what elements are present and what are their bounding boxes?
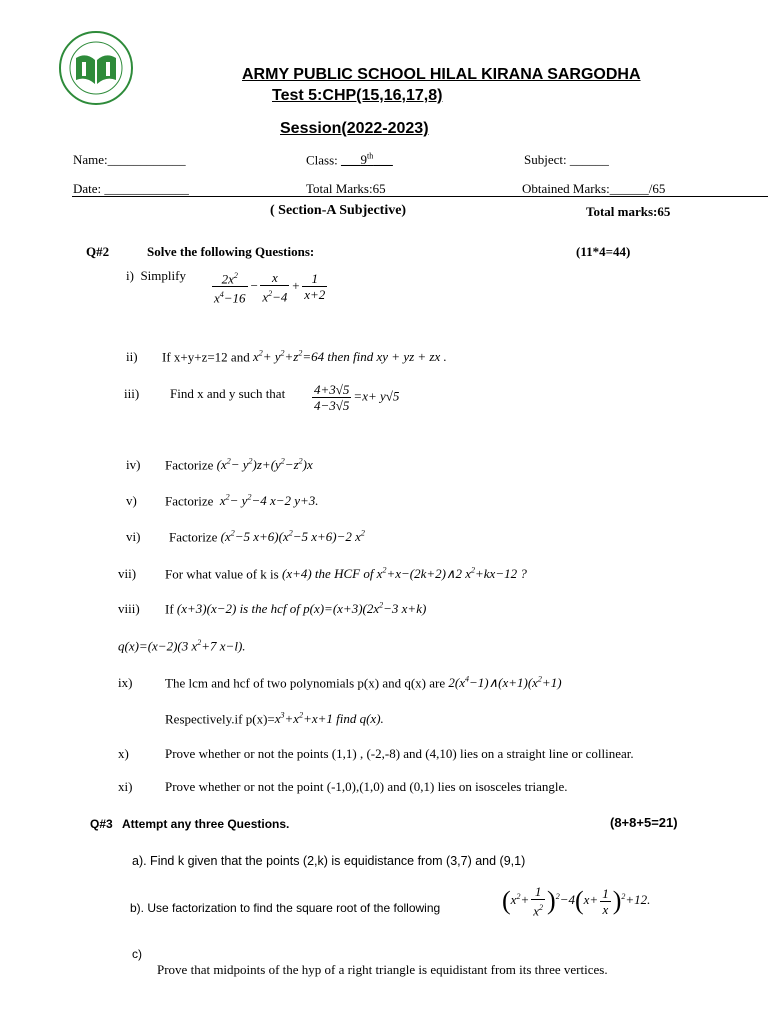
q2-item-5-num: v) (126, 493, 137, 508)
q2-item-4: Factorize $(x^2- y^2)z+(y^2-z^2)x$ (165, 457, 313, 473)
q2-item-7: For what value of k is (x+4) the HCF of $x^2+x-(2k+2)\wedge 2$ $x^2+kx-12$ ? (165, 566, 527, 582)
q3-label: Q#3 (90, 817, 113, 831)
q2-item-4-num: iv) (126, 457, 141, 472)
q3-item-b: b). Use factorization to find the square root of the following (130, 901, 441, 915)
section-marks: Total marks:65 (586, 204, 671, 219)
q2-item-5: Factorize $x^2- y^2-4$ x−2 y+3. (165, 493, 319, 509)
q3-marks: (8+8+5=21) (610, 815, 678, 830)
q2-item-10-num: x) (118, 746, 129, 761)
test-title: Test 5:CHP(15,16,17,8) (272, 87, 443, 104)
q3-item-c: Prove that midpoints of the hyp of a right triangle is equidistant from its three vertices. (157, 962, 608, 977)
obtained-marks: Obtained Marks:______/65 (522, 181, 666, 196)
section-title: ( Section-A Subjective) (270, 203, 407, 218)
q2-marks: (11*4=44) (576, 244, 631, 259)
date-field: Date: _____________ (73, 181, 189, 196)
q2-item-10: Prove whether or not the points (1,1) , (-2,-8) and (4,10) lies on a straight line or collinear. (165, 746, 634, 761)
q2-item-8: If (x+3)(x−2) is the hcf of $p(x)=(x+3)(2x^2-3$ x+k) (165, 601, 427, 617)
q2-item-8-cont: q(x)=(x−2)(3 $x^2+7$ x−l). (118, 638, 246, 654)
header-divider (72, 196, 768, 197)
name-field: Name:____________ (73, 152, 186, 167)
q2-item-2: If x+y+z=12 and $x^2+ y^2+z^2=64$ then find xy + yz + zx . (162, 349, 447, 365)
session-title: Session(2022-2023) (280, 120, 429, 137)
class-field: Class: ___9th___ (306, 152, 393, 168)
q2-item-9-num: ix) (118, 675, 133, 690)
q2-item-1: i) Simplify (126, 268, 186, 283)
total-marks: Total Marks:65 (306, 181, 386, 196)
q2-item-7-num: vii) (118, 566, 137, 581)
q3-item-c-label: c) (132, 947, 142, 961)
school-logo (58, 30, 134, 106)
q3-instruction: Attempt any three Questions. (122, 817, 290, 831)
q2-item-11-num: xi) (118, 779, 133, 794)
q2-item-3: Find x and y such that (170, 386, 286, 401)
subject-field: Subject: ______ (524, 152, 609, 167)
q2-item-9: The lcm and hcf of two polynomials p(x) and q(x) are $2(x^4-1)\wedge(x+1)(x^2+1)$ (165, 675, 562, 691)
q2-item-11: Prove whether or not the point (-1,0),(1,0) and (0,1) lies on isosceles triangle. (165, 779, 568, 794)
q2-label: Q#2 (86, 244, 110, 259)
q3-item-b-expr: ($x^2+$ $\frac{1}{x^2}$ )$^2$−4(x+ $\frac{1}{x}$ )$^2$+12. (502, 884, 651, 919)
school-name: ARMY PUBLIC SCHOOL HILAL KIRANA SARGODHA (242, 66, 641, 83)
q2-item-8-num: viii) (118, 601, 140, 616)
q3-item-a: a). Find k given that the points (2,k) is equidistance from (3,7) and (9,1) (132, 854, 526, 868)
q2-item-6: Factorize ($x^2-5$ $x+6)(x^2-5$ x+6)−2 $x^2$ (169, 529, 365, 545)
q2-item-3-expr: $\frac{4+3√5}{4-3√5}$ =x+ y√5 (314, 382, 400, 413)
q2-item-9-cont: Respectively.if $p(x)=x^3+x^2+x+1$ find q(x). (165, 711, 384, 727)
q2-item-3-num: iii) (124, 386, 140, 401)
q2-item-1-expr: $\frac{2x^2}{x^4-16}$ − $\frac{x}{x^2-4}$ + $\frac{1}{x+2}$ (214, 269, 326, 306)
q2-item-6-num: vi) (126, 529, 141, 544)
q2-item-2-num: ii) (126, 349, 138, 364)
q2-instruction: Solve the following Questions: (147, 244, 315, 259)
